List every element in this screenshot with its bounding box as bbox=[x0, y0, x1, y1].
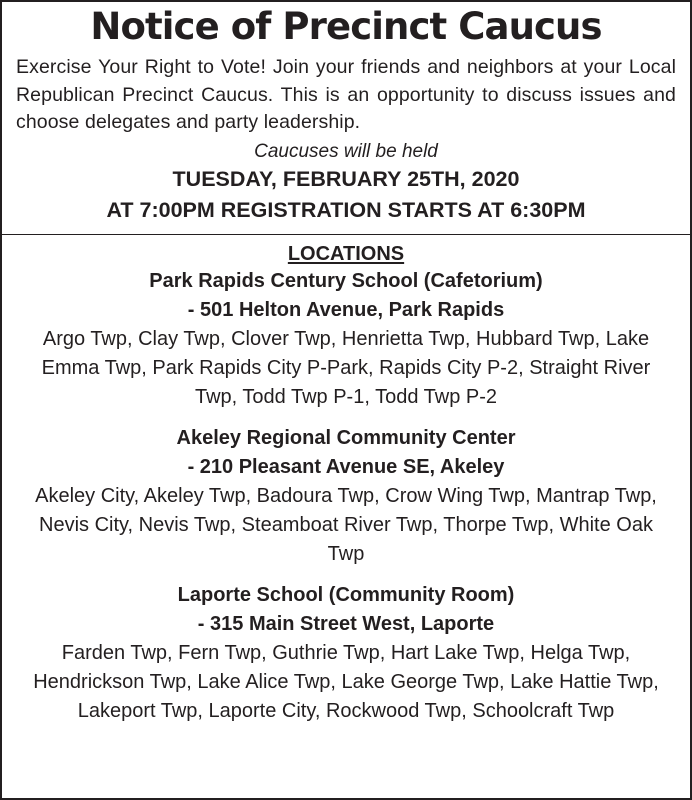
caucus-time: AT 7:00PM REGISTRATION STARTS AT 6:30PM bbox=[106, 197, 586, 222]
notice-title: Notice of Precinct Caucus bbox=[90, 5, 602, 48]
locations-heading: LOCATIONS bbox=[287, 242, 405, 265]
location-townships: Akeley City, Akeley Twp, Badoura Twp, Crow Wing Twp, Mantrap Twp, Nevis City, Nevis Twp, Steamboat River Twp, Thorpe Twp, White Oak Twp bbox=[35, 484, 657, 565]
location-address: - 501 Helton Avenue, Park Rapids bbox=[187, 298, 505, 321]
location-address: - 210 Pleasant Avenue SE, Akeley bbox=[187, 455, 505, 478]
location-laporte bbox=[2, 581, 690, 726]
location-address: - 315 Main Street West, Laporte bbox=[197, 612, 495, 635]
section-divider bbox=[2, 234, 690, 235]
caucus-date: TUESDAY, FEBRUARY 25TH, 2020 bbox=[172, 166, 520, 191]
location-name: Laporte School (Community Room) bbox=[177, 583, 515, 606]
location-akeley bbox=[2, 424, 690, 569]
held-line: Caucuses will be held bbox=[254, 140, 438, 162]
location-name: Akeley Regional Community Center bbox=[176, 426, 516, 449]
location-park-rapids bbox=[2, 267, 690, 412]
location-name: Park Rapids Century School (Cafetorium) bbox=[149, 269, 543, 292]
intro-paragraph: Exercise Your Right to Vote! Join your friends and neighbors at your Local Republican Precinct Caucus. This is an opportunity to discuss issues and choose delegates and party leadership. bbox=[16, 56, 676, 133]
location-townships: Farden Twp, Fern Twp, Guthrie Twp, Hart Lake Twp, Helga Twp, Hendrickson Twp, Lake Alice Twp, Lake George Twp, Lake Hattie Twp, Lakeport Twp, Laporte City, Rockwood Twp, Schoolcraft Twp bbox=[33, 641, 659, 722]
location-townships: Argo Twp, Clay Twp, Clover Twp, Henrietta Twp, Hubbard Twp, Lake Emma Twp, Park Rapids City P-Park, Rapids City P-2, Straight River Twp, Todd Twp P-1, Todd Twp P-2 bbox=[41, 327, 651, 408]
